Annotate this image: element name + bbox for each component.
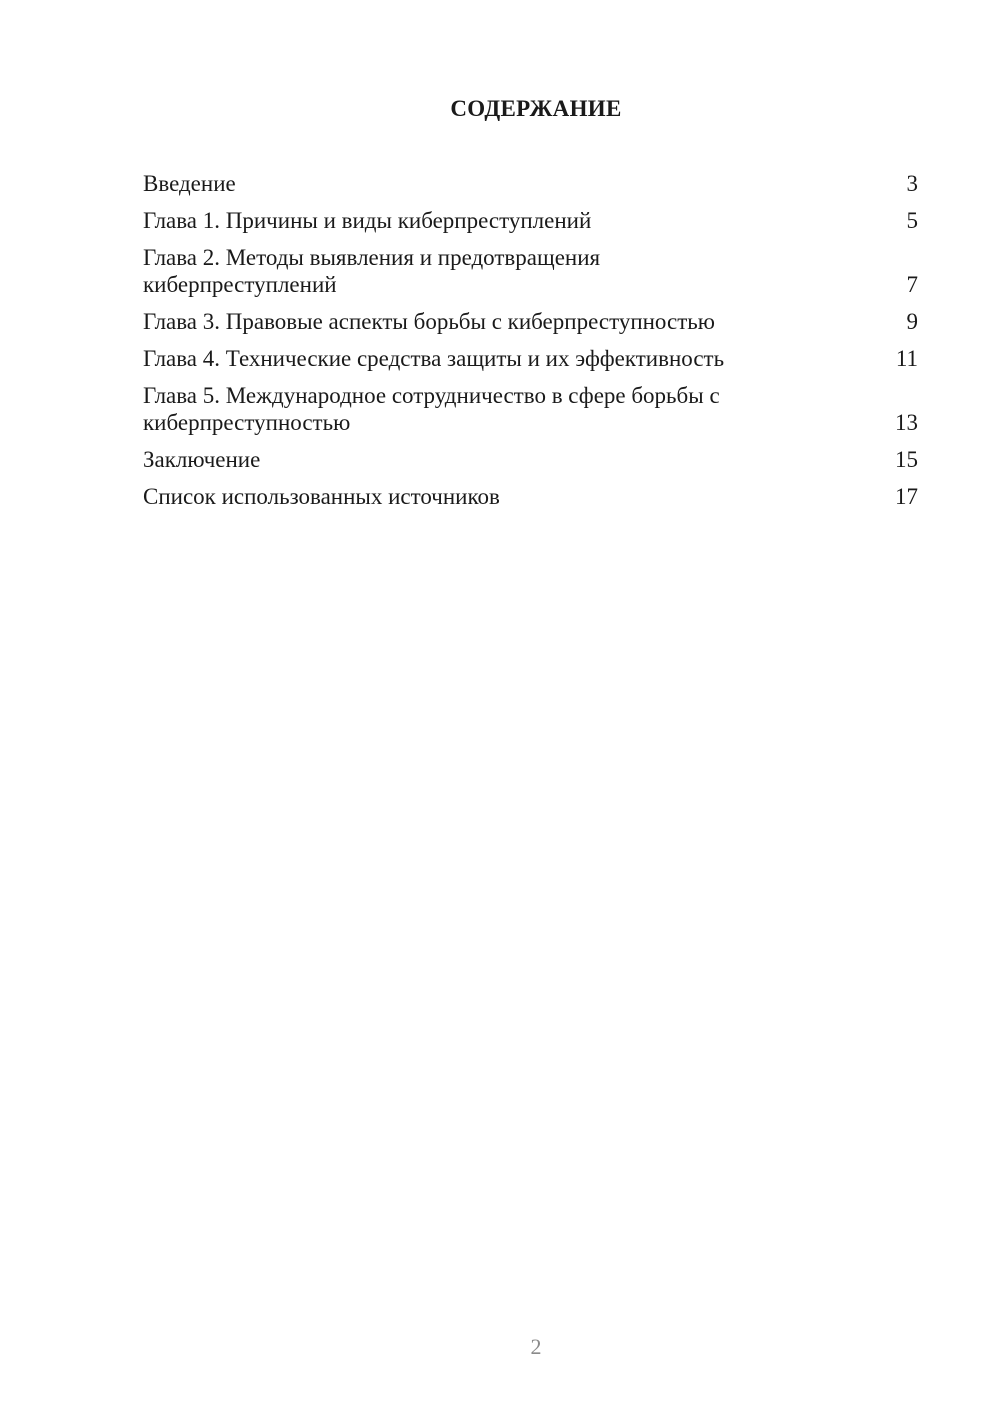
toc-item-label: Глава 2. Методы выявления и предотвращения киберпреступлений [143,245,601,297]
toc-item-chapter-2 [143,244,918,298]
toc-item-label: Глава 1. Причины и виды киберпреступлений [143,208,592,233]
toc-item-label: Глава 4. Технические средства защиты и их эффективность [143,346,725,371]
toc-item-page: 15 [895,447,918,472]
toc-title: СОДЕРЖАНИЕ [450,96,622,121]
toc-item-chapter-5 [143,382,918,436]
toc-item-label: Введение [143,171,236,196]
toc-item-label: Список использованных источников [143,484,500,509]
toc-item-page: 5 [906,208,918,233]
page-number: 2 [530,1334,542,1359]
toc-item-page: 17 [895,484,918,509]
toc-item-chapter-3 [143,308,918,335]
toc-item-page: 11 [895,346,918,371]
toc-item-label: Глава 3. Правовые аспекты борьбы с киберпреступностью [143,309,715,334]
toc-item-chapter-4 [143,345,918,372]
toc-item-page: 7 [906,272,918,297]
toc-item-conclusion [143,446,918,473]
toc-list [143,170,918,520]
toc-item-chapter-1 [143,207,918,234]
toc-item-page: 3 [906,171,918,196]
toc-item-page: 13 [895,410,918,435]
toc-item-label: Глава 5. Международное сотрудничество в сфере борьбы с киберпреступностью [143,383,720,435]
toc-item-introduction [143,170,918,197]
toc-item-references [143,483,918,510]
toc-item-page: 9 [906,309,918,334]
toc-item-label: Заключение [143,447,261,472]
